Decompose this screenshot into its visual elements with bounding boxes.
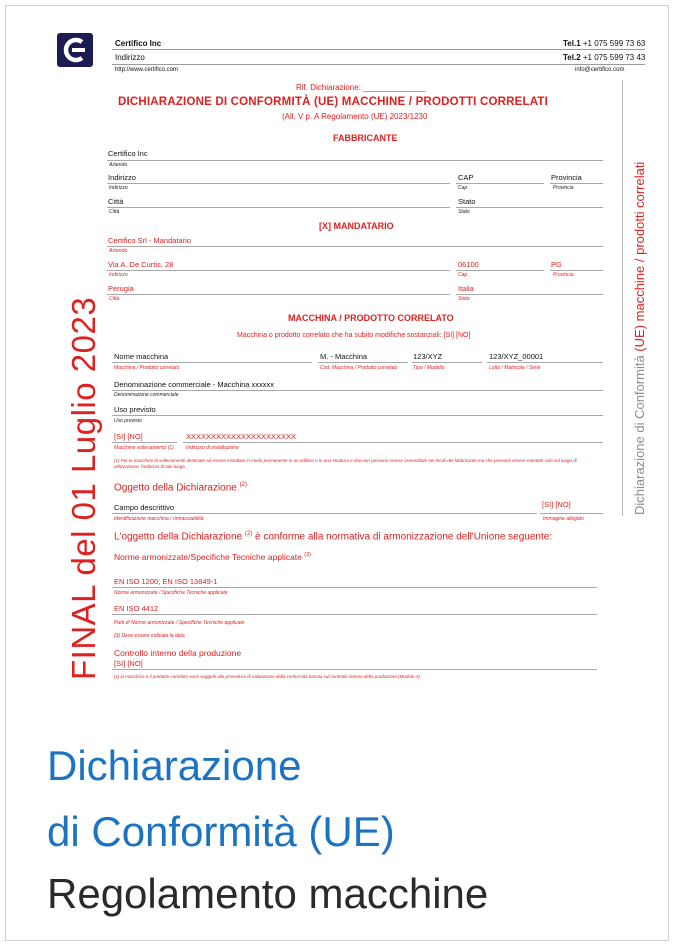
mandatario-indirizzo: Via A. De Curtis, 28 <box>108 260 174 269</box>
tel2-value: +1 075 599 73 43 <box>582 53 646 62</box>
mandatario-indirizzo-sub: Indirizzo <box>109 272 128 278</box>
tel2-label: Tel.2 <box>563 53 581 62</box>
fabbricante-cap-sub: Cap <box>458 185 468 191</box>
controllo-interno: Controllo interno della produzione <box>114 648 242 658</box>
macchina-heading: MACCHINA / PRODOTTO CORRELATO <box>288 313 454 323</box>
macchina-lotto: 123/XYZ_00001 <box>489 352 544 361</box>
macchina-sollevamento: [SI] [NO] <box>114 432 143 441</box>
final-date-label: FINAL del 01 Luglio 2023 <box>65 296 102 680</box>
fabbricante-indirizzo: Indirizzo <box>108 173 136 182</box>
mandatario-citta: Perugia <box>108 284 134 293</box>
fabbricante-indirizzo-sub: Indirizzo <box>109 185 128 191</box>
macchina-uso-sub: Uso previsto <box>114 418 142 424</box>
oggetto-conforme-a: L'oggetto della Dichiarazione <box>114 531 243 543</box>
macchina-tipo-sub: Tipo / Modello <box>413 365 445 371</box>
macchina-nome-sub: Macchina / Prodotto correlato <box>114 365 180 371</box>
fabbricante-heading: FABBRICANTE <box>333 133 398 143</box>
macchina-denominazione: Denominazione commerciale - Macchina xxxxxx <box>114 380 275 389</box>
mandatario-provincia-sub: Provincia <box>553 272 574 278</box>
mandatario-cap: 06100 <box>458 260 479 269</box>
oggetto-campo: Campo descrittivo <box>114 503 175 512</box>
fabbricante-cap: CAP <box>458 173 474 182</box>
macchina-lotto-sub: Lotto / Matricola / Serie <box>489 365 541 371</box>
fabbricante-provincia-sub: Provincia <box>553 185 574 191</box>
fabbricante-azienda: Certifico Inc <box>108 149 148 158</box>
norme-heading-sup: (3) <box>304 552 311 559</box>
header-tel1 <box>563 39 645 48</box>
doc-subtitle: (All. V p. A Regolamento (UE) 2023/1230 <box>282 112 428 121</box>
oggetto-conforme <box>114 531 552 542</box>
oggetto-conforme-b: è conforme alla normativa di armonizzazione dell'Unione seguente: <box>255 531 553 543</box>
mandatario-cap-sub: Cap <box>458 272 468 278</box>
macchina-nome: Nome macchina <box>114 352 169 361</box>
fabbricante-citta-sub: Città <box>109 209 120 215</box>
macchina-cod: M. - Macchina <box>320 352 368 361</box>
macchina-denominazione-sub: Denominazione commerciale <box>114 392 179 398</box>
controllo-interno-value: [SI] [NO] <box>114 659 143 668</box>
header-website: http://www.certifico.com <box>115 67 179 73</box>
side-label-red: (UE) macchine / prodotti correlati <box>632 161 647 352</box>
doc-title: DICHIARAZIONE DI CONFORMITÀ (UE) MACCHINE / PRODOTTI CORRELATI <box>118 96 548 108</box>
oggetto-conforme-sup: (2) <box>244 531 253 537</box>
fabbricante-citta: Città <box>108 197 124 206</box>
macchina-modifiche: Macchina o prodotto correlato che ha subito modifiche sostanziali: [SI] [NO] <box>237 332 471 339</box>
fabbricante-provincia: Provincia <box>551 173 582 182</box>
norme-2-sub: Parti di Norme armonizzate / Specifiche Tecniche applicate <box>114 620 245 626</box>
mandatario-heading: [X] MANDATARIO <box>319 221 394 231</box>
header-email: info@certifico.com <box>575 67 625 73</box>
cover-title-line3: Regolamento macchine <box>47 870 489 917</box>
fabbricante-stato-sub: Stato <box>458 209 470 215</box>
oggetto-immagine: [SI] [NO] <box>542 500 571 509</box>
norme-heading-text: Norme armonizzate/Specifiche Tecniche applicate <box>114 552 302 562</box>
macchina-uso: Uso previsto <box>114 405 156 414</box>
cover-title-line1: Dichiarazione <box>47 742 302 789</box>
fabbricante-azienda-sub: Azienda <box>109 162 128 168</box>
macchina-sollevamento-sub: Macchine sollevamento (1) <box>114 445 174 451</box>
page-frame <box>5 5 669 941</box>
oggetto-heading <box>114 482 247 493</box>
rif-dichiarazione: Rif. Dichiarazione: ______________ <box>296 83 426 92</box>
macchina-nota-1: (1) Per le macchine di sollevamento destinate ad essere installate in modo permanente in un edificio o in una struttura e che non possono essere assemblate nei locali del fabbricante ma che possono essere montate solo sul luogo di utilizzazione, l'indirizzo di tale luogo <box>114 458 577 469</box>
oggetto-campo-sub: Identificazione macchina / rintracciabilità <box>114 516 204 522</box>
side-label-grey: Dichiarazione di Conformità <box>632 355 647 515</box>
macchina-tipo: 123/XYZ <box>413 352 443 361</box>
cover-title-line2: di Conformità (UE) <box>47 808 395 855</box>
oggetto-heading-sup: (2) <box>239 482 247 488</box>
header-tel2 <box>563 53 645 62</box>
mandatario-azienda-sub: Azienda <box>109 248 128 254</box>
mandatario-citta-sub: Città <box>109 296 120 302</box>
oggetto-immagine-sub: Immagine allegato <box>543 516 584 522</box>
header-company: Certifico Inc <box>115 39 162 48</box>
oggetto-heading-text: Oggetto della Dichiarazione <box>114 482 237 494</box>
norme-heading <box>114 552 311 562</box>
tel1-label: Tel.1 <box>563 39 581 48</box>
controllo-nota: (x) la macchina o il prodotto correlato sono soggetti alla procedura di valutazione della conformità basata sul controllo interno della produzione (Modulo A) <box>114 674 421 679</box>
norme-2: EN ISO 4412 <box>114 604 159 613</box>
norme-nota-3: (3) Deve essere indicata la data <box>114 633 185 639</box>
fabbricante-stato: Stato <box>458 197 476 206</box>
norme-1: EN ISO 1200; EN ISO 13849-1 <box>114 577 218 586</box>
side-label <box>632 162 647 515</box>
mandatario-provincia: PG <box>551 260 562 269</box>
tel1-value: +1 075 599 73 63 <box>582 39 646 48</box>
mandatario-stato: Italia <box>458 284 474 293</box>
mandatario-stato-sub: Stato <box>458 296 470 302</box>
macchina-installazione: XXXXXXXXXXXXXXXXXXXXXX <box>186 432 297 441</box>
mandatario-azienda: Certifico Srl - Mandatario <box>108 236 191 245</box>
macchina-cod-sub: Cod. Macchina / Prodotto correlato <box>320 365 398 371</box>
norme-1-sub: Norme armonizzate / Specifiche Tecniche applicate <box>114 590 228 596</box>
certifico-logo <box>57 33 93 67</box>
macchina-installazione-sub: Indirizzo di installazione <box>186 445 239 451</box>
header-address: Indirizzo <box>115 53 145 62</box>
